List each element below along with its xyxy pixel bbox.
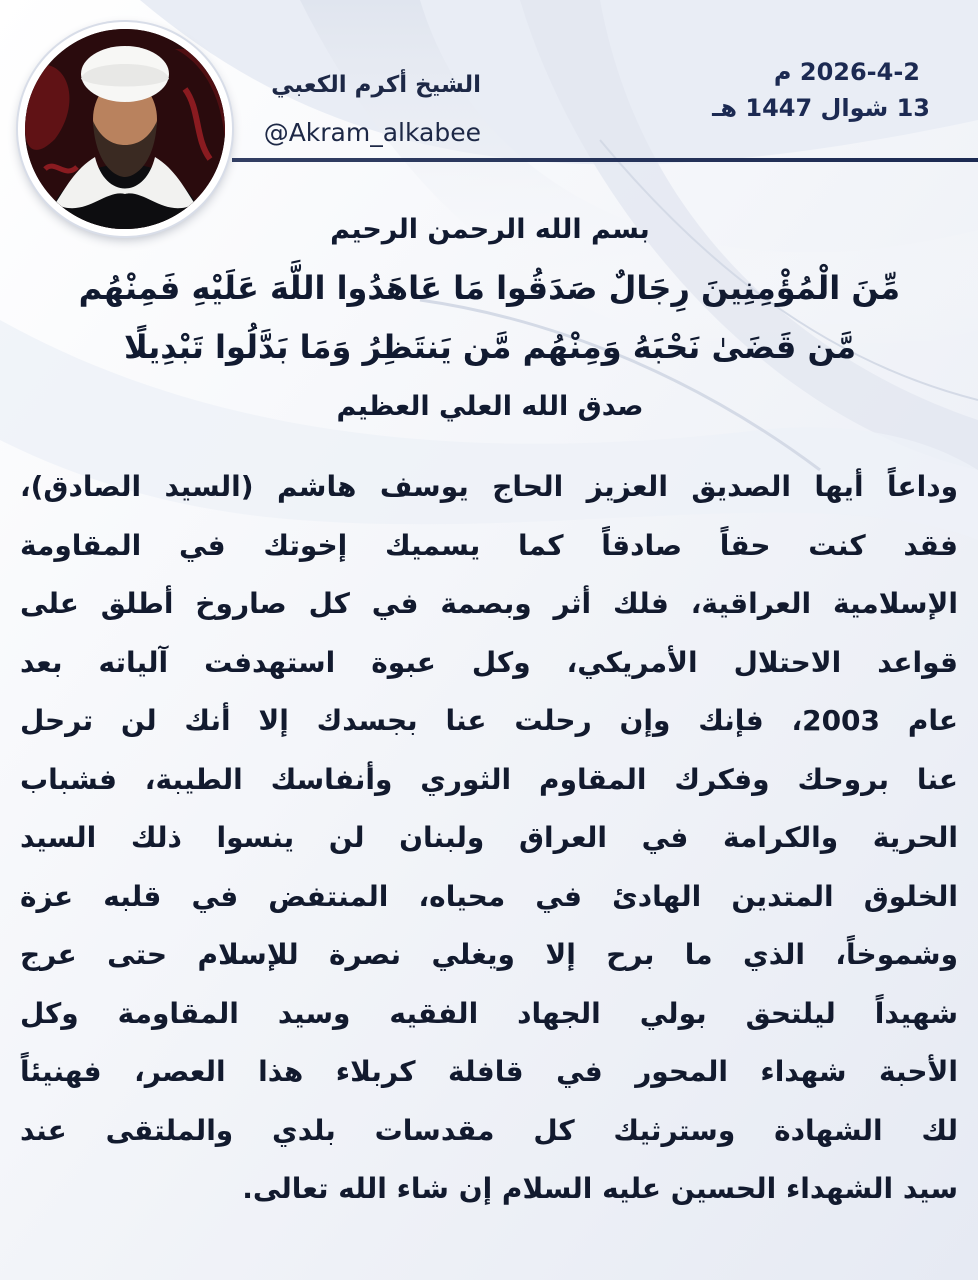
cleric-portrait-icon [25, 29, 225, 229]
text-line: الحرية والكرامة في العراق ولبنان لن ينسوا ذلك السيد [20, 821, 958, 854]
text-line: فقد كنت حقاً صادقاً كما يسميك إخوتك في المقاومة [20, 528, 958, 562]
text-line: عام 2003، فإنك وإن رحلت عنا بجسدك إلا أنك لن ترحل [20, 704, 958, 737]
text-line: عنا بروحك وفكرك المقاوم الثوري وأنفاسك الطيبة، فشباب [20, 762, 958, 796]
text-line: وداعاً أيها الصديق العزيز الحاج يوسف هاشم (السيد الصادق)، [20, 470, 958, 503]
author-name[interactable]: الشيخ أكرم الكعبي [271, 72, 481, 98]
verse-line: مَّن قَضَىٰ نَحْبَهُ وَمِنْهُم مَّن يَنتَظِرُ وَمَا بَدَّلُوا تَبْدِيلًا [123, 328, 857, 366]
hijri-date: 13 شوال 1447 هـ [712, 94, 930, 122]
text-line: شهيداً ليلتحق بولي الجهاد الفقيه وسيد المقاومة وكل [20, 996, 958, 1030]
text-line: سيد الشهداء الحسين عليه السلام إن شاء الله تعالى. [242, 1172, 958, 1205]
avatar[interactable] [25, 29, 225, 229]
text-line: قواعد الاحتلال الأمريكي، وكل عبوة استهدفت آلياته بعد [20, 645, 958, 679]
basmala: بسم الله الرحمن الرحيم [330, 214, 650, 245]
author-handle[interactable]: @Akram_alkabee [263, 118, 481, 147]
text-line: الإسلامية العراقية، فلك أثر وبصمة في كل صاروخ أطلق على [20, 587, 958, 620]
post-header [0, 0, 978, 165]
text-line: الأحبة شهداء المحور في قافلة كربلاء هذا العصر، فهنيئاً [20, 1055, 958, 1088]
text-line: وشموخاً، الذي ما برح إلا ويغلي نصرة للإسلام حتى عرج [20, 938, 958, 971]
verse-line: مِّنَ الْمُؤْمِنِينَ رِجَالٌ صَدَقُوا مَا عَاهَدُوا اللَّهَ عَلَيْهِ فَمِنْهُم [78, 269, 900, 307]
eulogy-text [20, 458, 958, 1219]
verse-closing: صدق الله العلي العظيم [336, 391, 644, 422]
text-line: لك الشهادة وسترثيك كل مقدسات بلدي والملتقى عند [20, 1113, 958, 1147]
text-line: الخلوق المتدين الهادئ في محياه، المنتفض في قلبه عزة [20, 879, 958, 913]
header-divider [232, 158, 978, 162]
quran-verse-block [80, 200, 900, 436]
gregorian-date: 2026-4-2 م [773, 58, 920, 86]
